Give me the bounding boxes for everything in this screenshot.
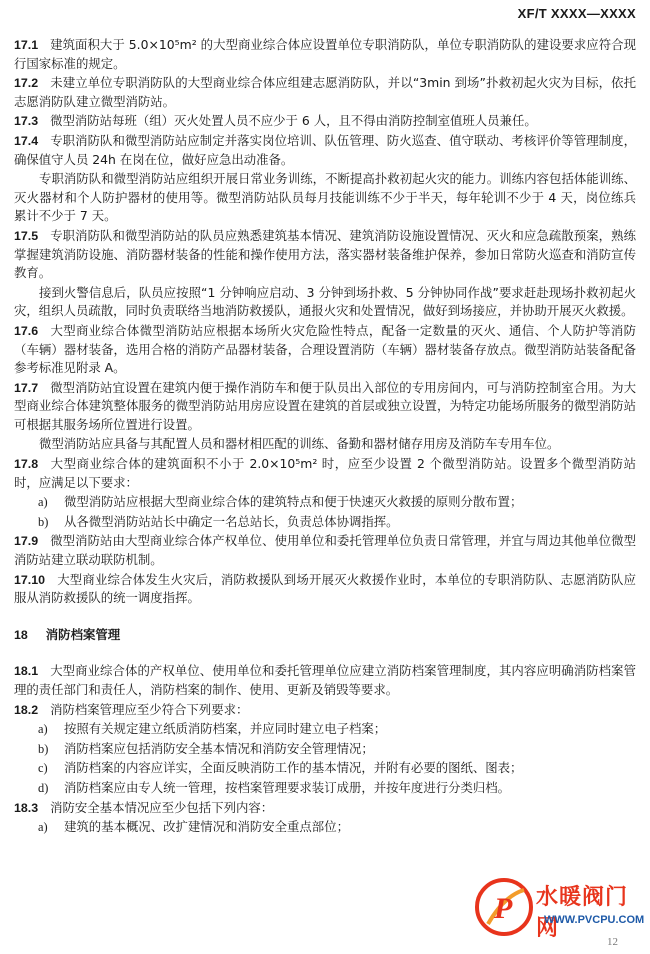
clause-number: 18.3 xyxy=(14,800,39,815)
list-marker: b) xyxy=(38,514,49,529)
clause-text: 大型商业综合体发生火灾后，消防救援队到场开展灭火救援作业时，本单位的专职消防队、志愿消防队应服从消防救援队的统一调度指挥。 xyxy=(14,571,636,606)
clause-number: 17.3 xyxy=(14,114,39,129)
clause xyxy=(14,701,636,720)
clause-number: 18.1 xyxy=(14,664,39,679)
clause xyxy=(14,532,636,569)
list-marker: a) xyxy=(38,820,48,835)
watermark-logo xyxy=(474,876,644,940)
list-item-text: 建筑的基本概况、改扩建情况和消防安全重点部位； xyxy=(64,819,349,835)
standard-code: XF/T XXXX—XXXX xyxy=(517,6,636,21)
paragraph: 微型消防站应具备与其配置人员和器材相匹配的训练、备勤和器材储存用房及消防车专用车位。 xyxy=(39,436,560,452)
list-item xyxy=(14,513,636,532)
clause xyxy=(14,112,636,131)
list-marker: b) xyxy=(38,741,49,756)
clause-number: 17.4 xyxy=(14,133,39,148)
clause xyxy=(14,74,636,111)
section-title: 消防档案管理 xyxy=(45,626,121,642)
paragraph: 专职消防队和微型消防站应组织开展日常业务训练，不断提高扑救初起火灾的能力。训练内容包括体能训练、灭火器材和个人防护器材的使用等。微型消防站队员每月技能训练不少于半天，每年轮训不少于 4 天，岗位练兵累计不少于 7 天。 xyxy=(14,171,636,224)
watermark-p-icon xyxy=(474,876,534,938)
clause-number: 17.1 xyxy=(14,38,39,52)
clause-text: 微型消防站由大型商业综合体产权单位、使用单位和委托管理单位负责日常管理，并宜与周边其他单位微型消防站建立联动联防机制。 xyxy=(14,533,636,568)
clause xyxy=(14,799,636,818)
paragraph: 接到火警信息后，队员应按照“1 分钟响应启动、3 分钟到场扑救、5 分钟协同作战”要求赶赴现场扑救初起火灾，组织人员疏散，同时负责联络当地消防救援队，通报火灾和处置情况，做好到场接应，并协助开展灭火救援。 xyxy=(14,284,636,319)
list-item xyxy=(14,779,636,798)
watermark-p-letter: P xyxy=(494,892,513,925)
clause-text: 建筑面积大于 5.0×10⁵m² 的大型商业综合体应设置单位专职消防队，单位专职消防队的建设要求应符合现行国家标准的规定。 xyxy=(14,37,636,71)
clause-text: 未建立单位专职消防队的大型商业综合体应组建志愿消防队，并以“3min 到场”扑救初起火灾为目标，依托志愿消防队建立微型消防站。 xyxy=(14,75,636,109)
clause-text: 专职消防队和微型消防站应制定并落实岗位培训、队伍管理、防火巡查、值守联动、考核评价等管理制度，确保值守人员 24h 在岗在位，做好应急出动准备。 xyxy=(14,132,636,167)
list-item-text: 从各微型消防站站长中确定一名总站长，负责总体协调指挥。 xyxy=(64,513,399,529)
list-marker: c) xyxy=(38,761,48,776)
list-item-text: 消防档案应包括消防安全基本情况和消防安全管理情况； xyxy=(64,740,374,756)
clause xyxy=(14,227,636,283)
clause-number: 17.5 xyxy=(14,228,39,243)
clause-text: 消防档案管理应至少符合下列要求： xyxy=(50,701,249,717)
list-item-text: 消防档案的内容应详实，全面反映消防工作的基本情况，并附有必要的图纸、图表； xyxy=(64,760,523,776)
clause-number: 17.9 xyxy=(14,534,39,549)
clause xyxy=(14,662,636,699)
clause-text: 大型商业综合体的建筑面积不小于 2.0×10⁵m² 时，应至少设置 2 个微型消防站。设置多个微型消防站时，应满足以下要求： xyxy=(14,456,636,490)
clause-text: 大型商业综合体微型消防站应根据本场所火灾危险性特点，配备一定数量的灭火、通信、个人防护等消防（车辆）器材装备，选用合格的消防产品器材装备，合理设置消防（车辆）器材装备存放点。微型消防站装备配备参考标准见附录 A。 xyxy=(14,322,636,376)
clause xyxy=(14,132,636,169)
list-item-text: 消防档案应由专人统一管理，按档案管理要求装订成册，并按年度进行分类归档。 xyxy=(64,779,511,795)
clause-number: 17.6 xyxy=(14,323,39,338)
clause-number: 18.2 xyxy=(14,702,39,717)
list-marker: d) xyxy=(38,780,49,795)
clause-number: 17.10 xyxy=(14,572,46,587)
clause-text: 专职消防队和微型消防站的队员应熟悉建筑基本情况、建筑消防设施设置情况、灭火和应急疏散预案，熟练掌握建筑消防设施、消防器材装备的性能和操作使用方法，落实器材装备维护保养，参加日常防火巡查和消防宣传教育。 xyxy=(14,227,636,281)
page-number: 12 xyxy=(607,936,618,948)
clause xyxy=(14,322,636,378)
clause-text: 微型消防站宜设置在建筑内便于操作消防车和便于队员出入部位的专用房间内，可与消防控制室合用。为大型商业综合体建筑整体服务的微型消防站用房应设置在建筑的首层或独立设置，为特定功能场所服务的微型消防站可根据其服务场所位置进行设置。 xyxy=(14,379,636,432)
list-item xyxy=(14,818,636,837)
clause xyxy=(14,571,636,608)
list-marker: a) xyxy=(38,495,48,510)
section-number: 18 xyxy=(14,627,28,642)
list-item xyxy=(14,740,636,759)
list-item-text: 微型消防站应根据大型商业综合体的建筑特点和便于快速灭火救援的原则分散布置； xyxy=(64,494,523,510)
watermark-text: 水暖阀门网 xyxy=(536,885,629,941)
list-marker: a) xyxy=(38,722,48,737)
document-body xyxy=(14,36,636,838)
clause-text: 微型消防站每班（组）灭火处置人员不应少于 6 人，且不得由消防控制室值班人员兼任。 xyxy=(50,113,537,129)
clause xyxy=(14,379,636,435)
list-item-text: 按照有关规定建立纸质消防档案，并应同时建立电子档案； xyxy=(64,721,387,737)
clause-text: 大型商业综合体的产权单位、使用单位和委托管理单位应建立消防档案管理制度，其内容应明确消防档案管理的责任部门和责任人，消防档案的制作、使用、更新及销毁等要求。 xyxy=(14,663,636,697)
watermark-url: WWW.PVCPU.COM xyxy=(544,914,645,926)
clause-text: 消防安全基本情况应至少包括下列内容： xyxy=(50,799,274,815)
clause-number: 17.7 xyxy=(14,380,39,395)
list-item xyxy=(14,493,636,512)
clause-number: 17.8 xyxy=(14,457,39,472)
clause xyxy=(14,36,636,73)
section-heading xyxy=(14,626,636,645)
list-item xyxy=(14,759,636,778)
clause xyxy=(14,455,636,492)
list-item xyxy=(14,720,636,739)
clause-number: 17.2 xyxy=(14,76,39,91)
